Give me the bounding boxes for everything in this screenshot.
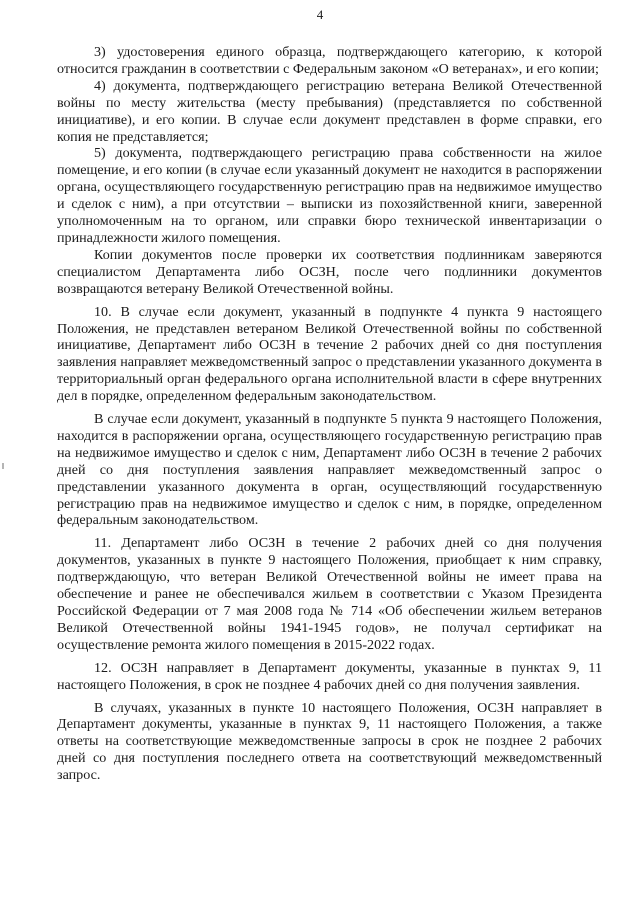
paragraph-clause-10-continued: В случае если документ, указанный в подпункте 5 пункта 9 настоящего Положения, находится в распоряжении органа, осуществляющего государственную регистрацию прав на недвижимое имущество и сделок с ним, Департамент либо ОСЗН в течение 2 рабочих дней со дня поступления заявления направляет межведомственный запрос о представлении указанного документа в орган, осуществляющий государственную регистрацию прав на недвижимое имущество и сделок с ним, в порядке, определенном федеральным законодательством. [57, 411, 602, 529]
paragraph-copies: Копии документов после проверки их соответствия подлинникам заверяются специалистом Департамента либо ОСЗН, после чего подлинники документов возвращаются ветерану Великой Отечественной войны. [57, 246, 602, 297]
paragraph-item-4: 4) документа, подтверждающего регистрацию ветерана Великой Отечественной войны по месту жительства (месту пребывания) (представляется по собственной инициативе), и его копии. В случае если документ представлен в форме справки, его копия не представляется; [57, 77, 602, 145]
document-body [57, 44, 602, 784]
paragraph-clause-12-continued: В случаях, указанных в пункте 10 настоящего Положения, ОСЗН направляет в Департамент документы, указанные в пунктах 9, 11 настоящего Положения, а также ответы на соответствующие межведомственные запросы в срок не позднее 2 рабочих дней со дня поступления последнего ответа на соответствующий межведомственный запрос. [57, 699, 602, 784]
paragraph-clause-11: 11. Департамент либо ОСЗН в течение 2 рабочих дней со дня получения документов, указанных в пункте 9 настоящего Положения, приобщает к ним справку, подтверждающую, что ветеран Великой Отечественной войны не имеет права на обеспечение и ранее не обеспечивался жильем в соответствии с Указом Президента Российской Федерации от 7 мая 2008 года № 714 «Об обеспечении жильем ветеранов Великой Отечественной войны 1941-1945 годов», не получал сертификат на осуществление ремонта жилого помещения в 2015-2022 годах. [57, 535, 602, 653]
paragraph-item-5: 5) документа, подтверждающего регистрацию права собственности на жилое помещение, и его копии (в случае если указанный документ не находится в распоряжении органа, осуществляющего государственную регистрацию прав на недвижимое имущество и сделок с ним), а при отсутствии – выписки из похозяйственной книги, заверенной уполномоченным на то органом, или справки бюро технической инвентаризации о принадлежности жилого помещения. [57, 145, 602, 246]
paragraph-clause-10: 10. В случае если документ, указанный в подпункте 4 пункта 9 настоящего Положения, не представлен ветераном Великой Отечественной войны по собственной инициативе, Департамент либо ОСЗН в течение 2 рабочих дней со дня поступления заявления направляет межведомственный запрос о представлении указанного документа в территориальный орган федерального органа исполнительной власти в сфере внутренних дел в порядке, определенном федеральным законодательством. [57, 303, 602, 405]
paragraph-item-3: 3) удостоверения единого образца, подтверждающего категорию, к которой относится гражданин в соответствии с Федеральным законом «О ветеранах», и его копии; [57, 44, 602, 77]
page-number: 4 [316, 7, 324, 22]
scan-edge-mark [2, 463, 4, 469]
paragraph-clause-12: 12. ОСЗН направляет в Департамент документы, указанные в пунктах 9, 11 настоящего Положения, в срок не позднее 4 рабочих дней со дня получения заявления. [57, 659, 602, 693]
